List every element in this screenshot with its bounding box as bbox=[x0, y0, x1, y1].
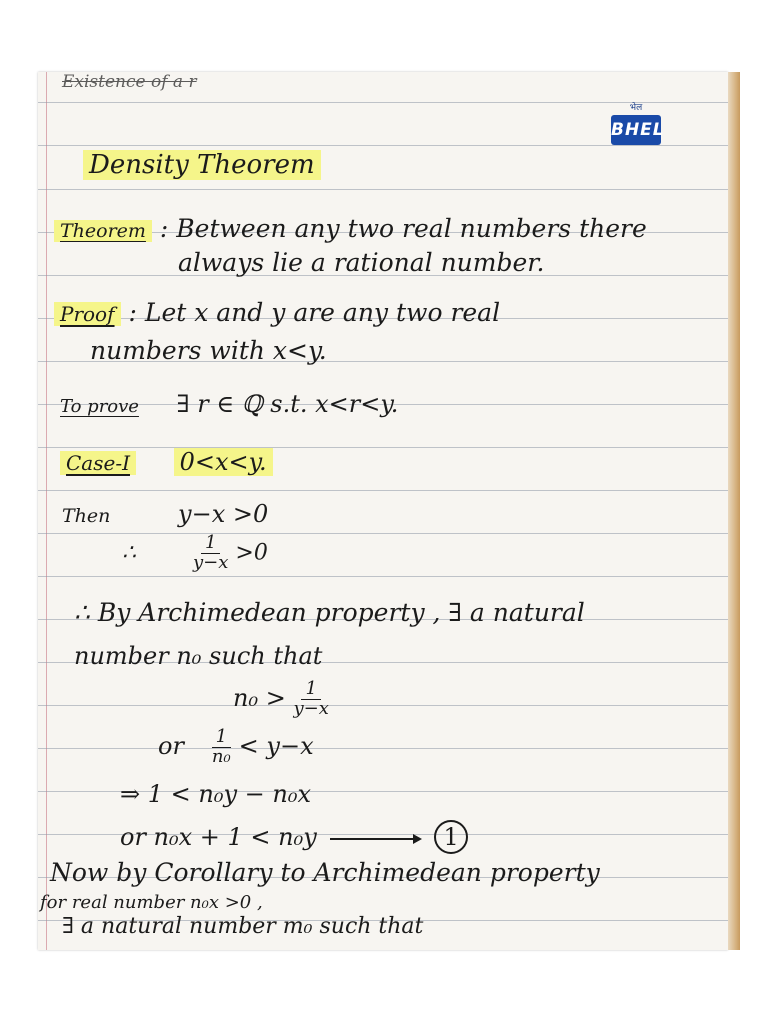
archimedean-line-1: ∴ By Archimedean property , ∃ a natural bbox=[74, 598, 585, 627]
proof-line-1: Proof : Let x and y are any two real bbox=[54, 298, 500, 327]
corollary-line-1: Now by Corollary to Archimedean property bbox=[50, 858, 600, 887]
or-line: or $\frac{1}{\text{n₀}}$ < y−x bbox=[158, 726, 314, 767]
theorem-line-2: always lie a rational number. bbox=[178, 248, 545, 277]
to-prove-label: To prove bbox=[60, 396, 139, 417]
to-prove-line bbox=[60, 390, 398, 418]
therefore-fraction-line: ∴ $\frac{1}{y-x}$ >0 bbox=[122, 532, 268, 573]
page-title: Density Theorem bbox=[83, 150, 321, 180]
to-prove-statement: ∃ r ∈ ℚ s.t. x<r<y. bbox=[176, 390, 399, 418]
theorem-line-1: Theorem : Between any two real numbers there bbox=[54, 214, 647, 243]
case-1-label: Case-I bbox=[60, 451, 136, 475]
then-expr: y−x >0 bbox=[178, 500, 269, 528]
or-2-line: or n₀x + 1 < n₀y 1 bbox=[120, 820, 468, 854]
header-scribble: Existence of a r bbox=[62, 72, 197, 92]
proof-line-2: numbers with x<y. bbox=[90, 336, 327, 365]
page-edge bbox=[728, 72, 740, 950]
bhel-logo: भेल BHEL bbox=[611, 100, 661, 146]
ruled-line bbox=[38, 705, 728, 706]
corollary-line-2: for real number n₀x >0 , bbox=[40, 892, 263, 913]
fraction: $\frac{1}{\text{n₀}}$ bbox=[211, 726, 231, 767]
theorem-label: Theorem bbox=[54, 220, 152, 242]
notebook-page bbox=[38, 72, 728, 950]
equation-label: 1 bbox=[434, 820, 468, 854]
case-1-line bbox=[60, 448, 273, 476]
case-1-condition: 0<x<y. bbox=[174, 448, 273, 476]
fraction: $\frac{1}{y-x}$ bbox=[293, 678, 329, 719]
fraction: $\frac{1}{y-x}$ bbox=[193, 532, 229, 573]
then-line bbox=[62, 500, 268, 528]
then-label: Then bbox=[62, 505, 111, 527]
inequality-line: n₀ > $\frac{1}{y-x}$ bbox=[233, 678, 329, 719]
ruled-line bbox=[38, 189, 728, 190]
corollary-line-3: ∃ a natural number m₀ such that bbox=[62, 914, 424, 939]
ruled-line bbox=[38, 576, 728, 577]
proof-label: Proof bbox=[54, 302, 121, 326]
theorem-text-1: Between any two real numbers there bbox=[176, 214, 647, 243]
archimedean-line-2: number n₀ such that bbox=[74, 642, 323, 670]
ruled-line bbox=[38, 748, 728, 749]
right-arrow-icon bbox=[330, 838, 420, 840]
implies-line: ⇒ 1 < n₀y − n₀x bbox=[120, 780, 311, 808]
proof-text-1: Let x and y are any two real bbox=[144, 298, 501, 327]
ruled-line bbox=[38, 490, 728, 491]
margin-line bbox=[46, 72, 47, 950]
